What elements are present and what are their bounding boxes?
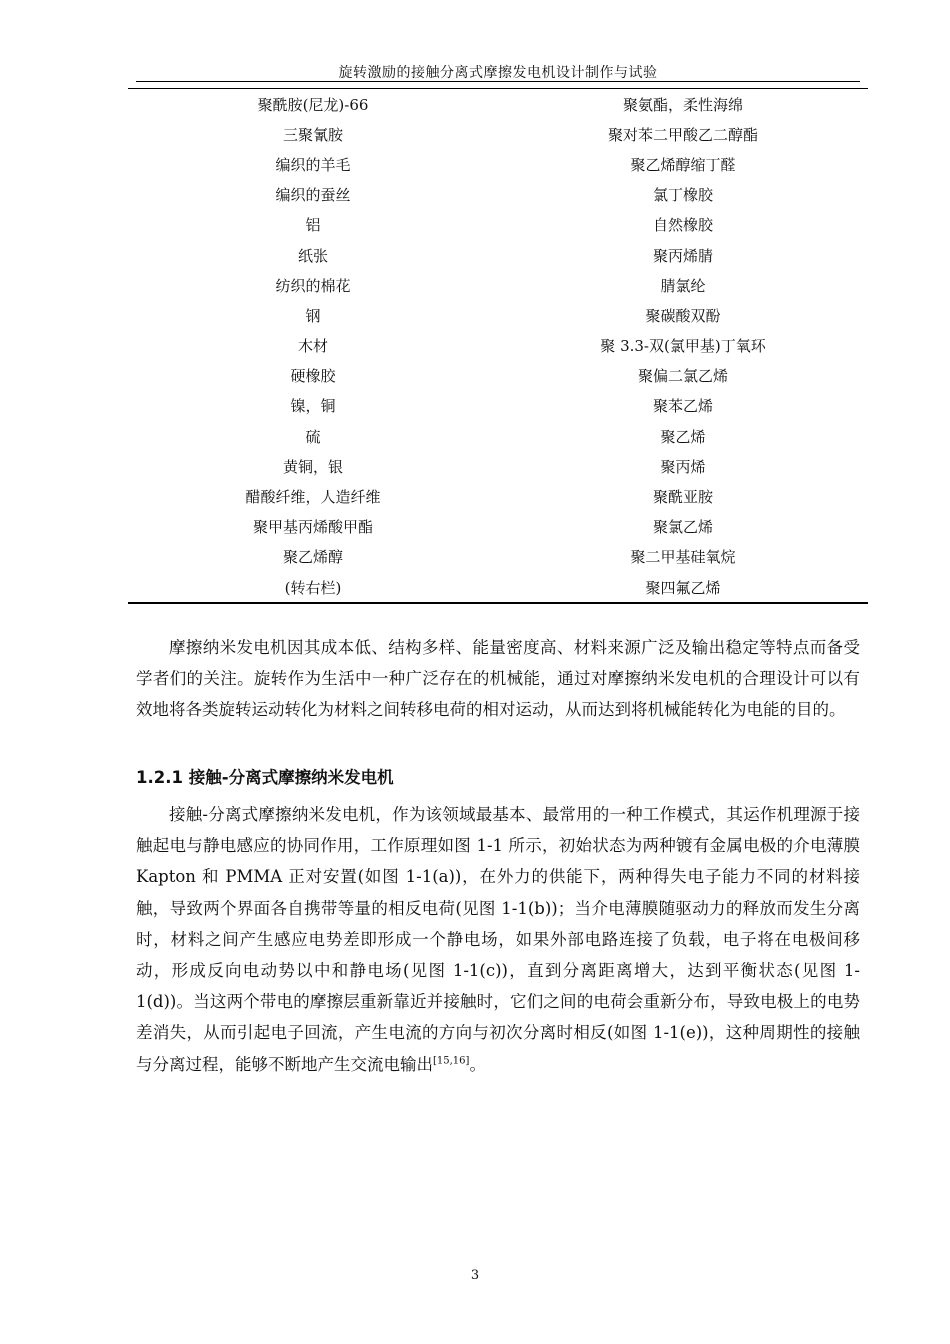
- table-cell-left: 聚乙烯醇: [282, 548, 343, 567]
- table-cell-left: 黄铜，银: [282, 457, 343, 476]
- table-cell-right: 聚酰亚胺: [652, 488, 713, 507]
- table-row: [128, 180, 868, 210]
- paragraph-mechanism-end: 。: [469, 1054, 486, 1074]
- table-cell-right: 聚氯乙烯: [652, 518, 713, 537]
- citation-reference[interactable]: [15,16]: [433, 1055, 470, 1067]
- table-cell-right: 聚丙烯腈: [652, 246, 713, 265]
- page-number: 3: [470, 1268, 480, 1283]
- table-cell-right: 聚二甲基硅氧烷: [630, 548, 736, 567]
- table-cell-right: 聚碳酸双酚: [645, 306, 721, 325]
- series-table-body: [128, 89, 868, 602]
- table-cell-right: 聚苯乙烯: [652, 397, 713, 416]
- table-row: [128, 421, 868, 451]
- table-row: [128, 391, 868, 421]
- table-cell-right: 聚对苯二甲酸乙二醇酯: [607, 125, 758, 144]
- paragraph-mechanism-text: 接触-分离式摩擦纳米发电机，作为该领域最基本、最常用的一种工作模式，其运作机理源于接触起电与静电感应的协同作用，工作原理如图 1-1 所示，初始状态为两种镀有金属电极的介电薄膜 Kapton 和 PMMA 正对安置(如图 1-1(a))，在外力的供能下，两种得失电子能力不同的材料接触，导致两个界面各自携带等量的相反电荷(见图 1-1(b))；当介电薄膜随驱动力的释放而发生分离时，材料之间产生感应电势差即形成一个静电场，如果外部电路连接了负载，电子将在电极间移动，形成反向电动势以中和静电场(见图 1-1(c))，直到分离距离增大，达到平衡状态(见图 1-1(d))。当这两个带电的摩擦层重新靠近并接触时，它们之间的电荷会重新分布，导致电极上的电势差消失，从而引起电子回流，产生电流的方向与初次分离时相反(如图 1-1(e))，这种周期性的接触与分离过程，能够不断地产生交流电输出: [136, 805, 860, 1074]
- table-cell-left: 纸张: [297, 246, 328, 265]
- table-row: [128, 240, 868, 270]
- table-cell-right: 腈氯纶: [660, 276, 706, 295]
- table-row: [128, 210, 868, 240]
- table-row: [128, 512, 868, 542]
- table-cell-right: 聚乙烯醇缩丁醛: [630, 155, 736, 174]
- table-cell-left: 编织的羊毛: [275, 155, 351, 174]
- table-cell-left: (转右栏): [284, 578, 342, 597]
- table-cell-left: 三聚氰胺: [282, 125, 343, 144]
- table-cell-left: 纺织的棉花: [275, 276, 351, 295]
- table-cell-left: 镍，铜: [290, 397, 336, 416]
- table-cell-left: 铝: [305, 216, 321, 235]
- table-row: [128, 149, 868, 179]
- table-cell-right: 自然橡胶: [652, 216, 713, 235]
- table-cell-right: 聚偏二氯乙烯: [637, 367, 728, 386]
- table-cell-left: 硫: [305, 427, 321, 446]
- table-cell-left: 醋酸纤维，人造纤维: [245, 488, 381, 507]
- paragraph-mechanism-container: [136, 799, 860, 1080]
- table-cell-right: 聚氨酯，柔性海绵: [622, 95, 743, 114]
- table-row: [128, 89, 868, 119]
- table-cell-left: 钢: [305, 306, 321, 325]
- table-row: [128, 542, 868, 572]
- table-row: [128, 451, 868, 481]
- table-cell-left: 编织的蚕丝: [275, 186, 351, 205]
- table-row: [128, 361, 868, 391]
- table-cell-right: 聚丙烯: [660, 457, 706, 476]
- table-row: [128, 572, 868, 602]
- table-row: [128, 331, 868, 361]
- paragraph-intro-text: 摩擦纳米发电机因其成本低、结构多样、能量密度高、材料来源广泛及输出稳定等特点而备受学者们的关注。旋转作为生活中一种广泛存在的机械能，通过对摩擦纳米发电机的合理设计可以有效地将各类旋转运动转化为材料之间转移电荷的相对运动，从而达到将机械能转化为电能的目的。: [136, 638, 860, 720]
- table-row: [128, 270, 868, 300]
- table-cell-left: 聚酰胺(尼龙)-66: [257, 95, 369, 114]
- table-cell-right: 聚乙烯: [660, 427, 706, 446]
- table-cell-right: 聚 3.3-双(氯甲基)丁氧环: [600, 337, 766, 356]
- header-rule: [136, 81, 860, 82]
- table-bottom-rule: [128, 602, 868, 604]
- paragraph-mechanism: [136, 799, 860, 1080]
- table-row: [128, 300, 868, 330]
- table-cell-right: 聚四氟乙烯: [645, 578, 721, 597]
- table-row: [128, 481, 868, 511]
- paragraph-intro: [136, 632, 860, 726]
- table-row: [128, 119, 868, 149]
- table-cell-left: 聚甲基丙烯酸甲酯: [252, 518, 373, 537]
- running-header-title: 旋转激励的接触分离式摩擦发电机设计制作与试验: [338, 65, 658, 81]
- table-cell-right: 氯丁橡胶: [652, 186, 713, 205]
- triboelectric-series-table: [128, 88, 868, 604]
- table-cell-left: 木材: [297, 337, 328, 356]
- table-cell-left: 硬橡胶: [290, 367, 336, 386]
- section-heading: 1.2.1 接触-分离式摩擦纳米发电机: [136, 768, 394, 787]
